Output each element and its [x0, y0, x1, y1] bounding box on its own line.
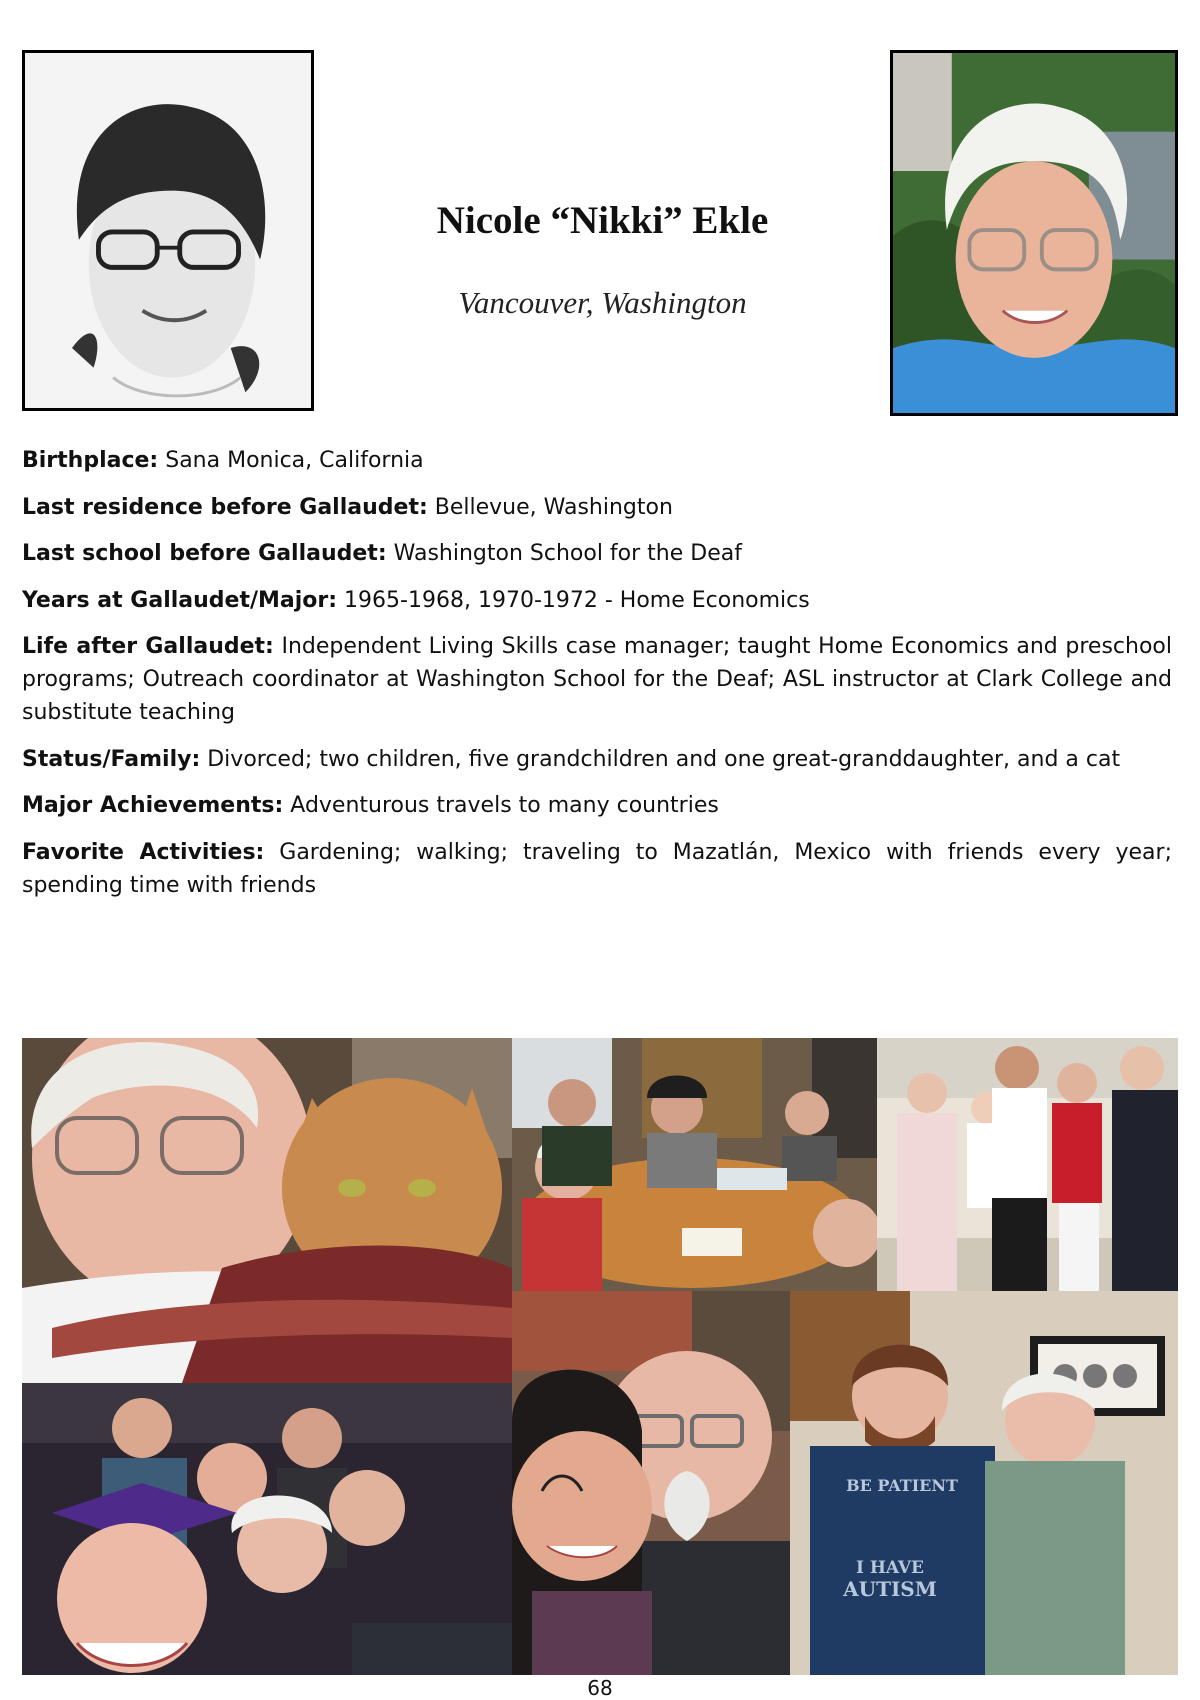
fact-life-after [22, 630, 1172, 729]
shirt-text-line-3: AUTISM [843, 1577, 937, 1601]
collage-photo-baptism [877, 1038, 1178, 1291]
collage-photo-grandson [790, 1291, 1178, 1675]
fact-label: Birthplace: [22, 448, 159, 473]
fact-achievements [22, 789, 1172, 822]
fact-label: Life after Gallaudet: [22, 634, 274, 659]
collage-photo-graduation [22, 1383, 512, 1675]
fact-label: Status/Family: [22, 746, 201, 772]
page-number: 68 [587, 1676, 613, 1700]
fact-value: 1965-1968, 1970-1972 - Home Economics [337, 587, 810, 613]
fact-value: Gardening; walking; traveling to Mazatlán, Mexico with friends every year; spending time with friends [22, 839, 1172, 898]
fact-label: Last residence before Gallaudet: [22, 494, 428, 520]
collage-photo-woman-with-cat [22, 1038, 512, 1383]
fact-value: Independent Living Skills case manager; taught Home Economics and preschool programs; Outreach coordinator at Washington School for the Deaf; ASL instructor at Clark College and substitute teaching [22, 634, 1172, 725]
fact-label: Years at Gallaudet/Major: [22, 587, 338, 613]
fact-value: Sana Monica, California [158, 448, 424, 473]
fact-value: Bellevue, Washington [427, 494, 673, 520]
profile-name: Nicole “Nikki” Ekle [436, 199, 769, 242]
shirt-text-line-1: BE PATIENT [846, 1476, 958, 1495]
fact-status-family [22, 743, 1172, 776]
fact-value: Adventurous travels to many countries [283, 793, 719, 818]
fact-favorite-activities [22, 836, 1172, 902]
fact-label: Last school before Gallaudet: [22, 541, 387, 566]
profile-location: Vancouver, Washington [458, 285, 747, 320]
fact-value: Divorced; two children, five grandchildren and one great-granddaughter, and a cat [200, 746, 1121, 772]
fact-label: Favorite Activities: [22, 839, 265, 865]
collage-photo-family-table [512, 1038, 877, 1291]
biography-facts [22, 444, 1172, 915]
shirt-text-line-2: I HAVE [855, 1558, 925, 1578]
fact-years-major [22, 584, 1172, 617]
fact-birthplace [22, 444, 1172, 477]
fact-label: Major Achievements: [22, 793, 284, 818]
portrait-young-photo [22, 50, 314, 411]
fact-last-residence [22, 491, 1172, 524]
fact-last-school [22, 537, 1172, 570]
portrait-current-photo [890, 50, 1178, 416]
fact-value: Washington School for the Deaf [386, 541, 742, 566]
collage-photo-couple-selfie [512, 1291, 790, 1675]
